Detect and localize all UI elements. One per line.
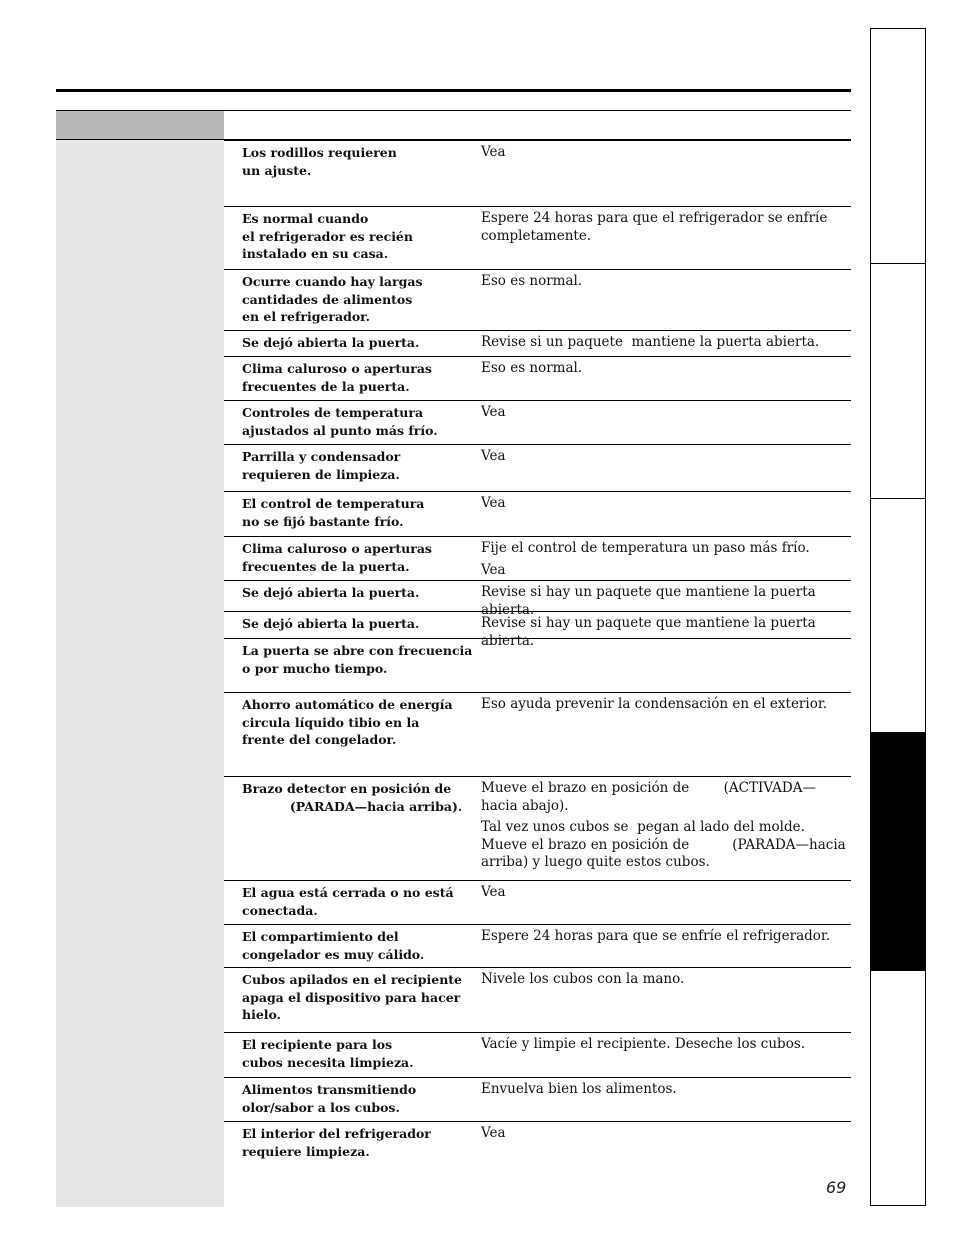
table-row (224, 269, 851, 330)
top-rule (56, 89, 851, 92)
fix-text: Vea (481, 448, 506, 464)
fix-text: Nivele los cubos con la mano. (481, 971, 685, 987)
possible-cause (242, 584, 467, 602)
possible-cause (242, 144, 467, 179)
table-row (224, 924, 851, 967)
table-row (224, 141, 851, 207)
table-row (224, 1077, 851, 1121)
cause-line: Parrilla y condensador (242, 449, 401, 464)
fix-text: Revise si hay un paquete que mantiene la puerta abierta. (481, 615, 820, 649)
cause-line: un ajuste. (242, 162, 312, 178)
cause-line: cubos necesita limpieza. (242, 1054, 414, 1070)
table-row (224, 580, 851, 618)
table-row (224, 207, 851, 269)
cause-line: El interior del refrigerador (242, 1126, 431, 1141)
fix-text: Tal vez unos cubos se pegan al lado del molde. Mueve el brazo en posición de (PARADA—hacia arriba) y luego quite estos cubos. (481, 819, 851, 870)
what-to-do (481, 780, 851, 876)
fix-text: Revise si un paquete mantiene la puerta abierta. (481, 334, 820, 350)
fix-text: Eso es normal. (481, 360, 583, 376)
table-header (56, 110, 851, 140)
fix-text: Revise si hay un paquete que mantiene la puerta abierta. (481, 584, 820, 618)
what-to-do (481, 928, 851, 950)
what-to-do (481, 1036, 851, 1058)
possible-cause (242, 404, 467, 439)
what-to-do (481, 448, 851, 470)
possible-cause (242, 273, 467, 326)
problem-group (224, 776, 851, 1032)
table-row (224, 536, 851, 580)
possible-cause (242, 884, 467, 919)
cause-line: frente del congelador. (242, 732, 397, 747)
table-row (224, 880, 851, 924)
cause-line: Clima caluroso o aperturas (242, 361, 432, 376)
cause-line: Se dejó abierta la puerta. (242, 335, 420, 350)
what-to-do (481, 144, 851, 166)
side-tab-2[interactable] (870, 263, 926, 499)
table-row (224, 1121, 851, 1208)
fix-text: Espere 24 horas para que el refrigerador se enfríe completamente. (481, 210, 832, 244)
cause-line: ajustados al punto más frío. (242, 422, 438, 438)
what-to-do (481, 971, 851, 993)
fix-text: Fije el control de temperatura un paso más frío. (481, 540, 810, 556)
cause-line: en el refrigerador. (242, 309, 370, 324)
cause-line: Controles de temperatura (242, 405, 424, 420)
cause-line: frecuentes de la puerta. (242, 558, 410, 574)
cause-line: Clima caluroso o aperturas (242, 541, 432, 556)
fix-text: Eso ayuda prevenir la condensación en el exterior. (481, 696, 828, 712)
table-row (224, 400, 851, 444)
what-to-do (481, 884, 851, 906)
cause-line: El recipiente para los (242, 1037, 393, 1052)
possible-cause (242, 696, 467, 749)
cause-line: Es normal cuando (242, 211, 369, 226)
side-tab-4[interactable] (870, 732, 926, 971)
cause-line: Alimentos transmitiendo (242, 1082, 417, 1097)
fix-text: Vacíe y limpie el recipiente. Deseche los cubos. (481, 1036, 806, 1052)
fix-text: Envuelva bien los alimentos. (481, 1081, 677, 1097)
side-tab-5[interactable] (870, 970, 926, 1206)
cause-line: Los rodillos requieren (242, 145, 397, 160)
problem-group (224, 491, 851, 618)
cause-line: (PARADA—hacia arriba). (242, 798, 463, 814)
what-to-do (481, 1081, 851, 1103)
cause-line: requiere limpieza. (242, 1143, 370, 1159)
table-row (224, 1033, 851, 1077)
possible-cause (242, 1125, 467, 1160)
table-row (224, 356, 851, 400)
fix-text: Vea (481, 561, 506, 578)
cause-line: Ahorro automático de energía (242, 697, 453, 712)
possible-cause (242, 360, 467, 395)
fix-text: Vea (481, 495, 506, 511)
possible-cause (242, 540, 467, 575)
cause-line: instalado en su casa. (242, 246, 389, 261)
fix-text: Vea (481, 404, 506, 420)
what-to-do (481, 540, 851, 583)
table-row (224, 967, 851, 1033)
table-row (224, 693, 851, 777)
cause-line: Se dejó abierta la puerta. (242, 616, 420, 631)
cause-line: La puerta se abre con frecuencia (242, 643, 473, 658)
cause-line: el refrigerador es recién (242, 228, 413, 244)
possible-cause (242, 495, 467, 530)
table-row (224, 777, 851, 880)
possible-cause (242, 1081, 467, 1116)
what-to-do (481, 360, 851, 382)
cause-line: olor/sabor a los cubos. (242, 1099, 400, 1115)
problem-group (224, 206, 851, 491)
cause-line: El agua está cerrada o no está (242, 885, 454, 900)
fix-text: Vea (481, 144, 506, 160)
possible-cause (242, 971, 467, 1024)
page-number: 69 (826, 1178, 847, 1197)
problem-group (224, 692, 851, 776)
fix-text: Mueve el brazo en posición de (ACTIVADA—hacia abajo). (481, 780, 816, 814)
what-to-do (481, 1125, 851, 1147)
problem-group (224, 611, 851, 692)
table-row (224, 444, 851, 492)
possible-cause (242, 780, 467, 815)
cause-line: apaga el dispositivo para hacer (242, 989, 461, 1005)
cause-line: Brazo detector en posición de (242, 781, 452, 796)
what-to-do (481, 210, 851, 249)
problem-group (224, 140, 851, 206)
cause-line: congelador es muy cálido. (242, 946, 425, 962)
table-row (224, 492, 851, 536)
what-to-do (481, 334, 851, 356)
what-to-do (481, 273, 851, 295)
what-to-do (481, 495, 851, 517)
cause-line: frecuentes de la puerta. (242, 378, 410, 394)
cause-line: o por mucho tiempo. (242, 660, 388, 676)
possible-cause (242, 642, 473, 677)
fix-text: Eso es normal. (481, 273, 583, 289)
cause-line: hielo. (242, 1007, 282, 1022)
side-tab-1[interactable] (870, 28, 926, 264)
possible-cause (242, 928, 467, 963)
table-row (224, 330, 851, 356)
cause-line: Cubos apilados en el recipiente (242, 972, 463, 987)
possible-cause (242, 334, 467, 352)
cause-line: cantidades de alimentos (242, 291, 413, 307)
what-to-do (481, 404, 851, 426)
cause-line: circula líquido tibio en la (242, 714, 420, 730)
table-row (224, 612, 851, 649)
side-tab-3[interactable] (870, 498, 926, 734)
possible-cause (242, 1036, 467, 1071)
possible-cause (242, 615, 467, 633)
header-problem-cell (56, 111, 224, 139)
possible-cause (242, 210, 467, 263)
table-row (224, 638, 851, 693)
cause-line: El control de temperatura (242, 496, 425, 511)
problem-group (224, 1032, 851, 1207)
fix-text: Vea (481, 884, 506, 900)
cause-line: Se dejó abierta la puerta. (242, 585, 420, 600)
cause-line: conectada. (242, 902, 318, 918)
fix-text: Espere 24 horas para que se enfríe el refrigerador. (481, 928, 831, 944)
what-to-do (481, 696, 851, 718)
cause-line: no se fijó bastante frío. (242, 513, 404, 529)
possible-cause (242, 448, 467, 483)
cause-line: El compartimiento del (242, 929, 399, 944)
fix-text: Vea (481, 1125, 506, 1141)
cause-line: Ocurre cuando hay largas (242, 274, 423, 289)
problem-column (56, 140, 224, 1207)
cause-line: requieren de limpieza. (242, 466, 400, 482)
